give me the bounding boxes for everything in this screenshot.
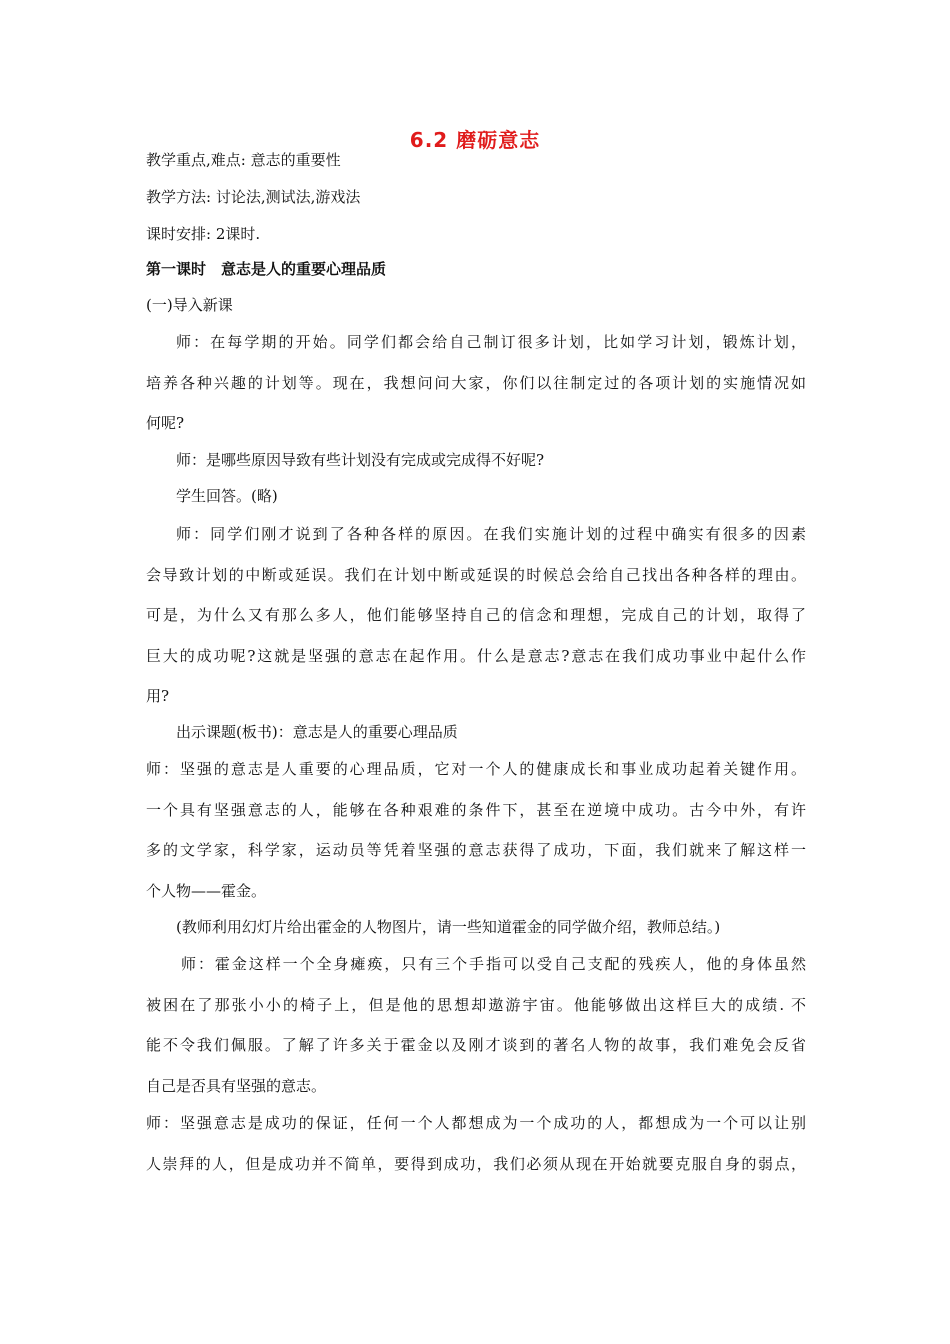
paragraph-line: 出示课题(板书)：意志是人的重要心理品质 bbox=[176, 723, 458, 741]
paragraph-line: (教师利用幻灯片给出霍金的人物图片，请一些知道霍金的同学做介绍，教师总结。) bbox=[176, 918, 721, 936]
paragraph-line: 学生回答。(略) bbox=[176, 487, 278, 505]
paragraph-line: 可是，为什么又有那么多人，他们能够坚持自己的信念和理想，完成自己的计划，取得了 bbox=[146, 606, 806, 624]
paragraph-line: 能不令我们佩服。了解了许多关于霍金以及刚才谈到的著名人物的故事，我们难免会反省 bbox=[146, 1036, 806, 1054]
paragraph-line: 一个具有坚强意志的人，能够在各种艰难的条件下，甚至在逆境中成功。古今中外，有许 bbox=[146, 801, 806, 819]
paragraph-line: 自己是否具有坚强的意志。 bbox=[146, 1077, 327, 1095]
lesson-heading: 第一课时 意志是人的重要心理品质 bbox=[146, 260, 387, 278]
paragraph-line: 师：同学们刚才说到了各种各样的原因。在我们实施计划的过程中确实有很多的因素 bbox=[176, 525, 806, 543]
paragraph-line: 巨大的成功呢?这就是坚强的意志在起作用。什么是意志?意志在我们成功事业中起什么作 bbox=[146, 647, 806, 665]
paragraph-line: 师：是哪些原因导致有些计划没有完成或完成得不好呢? bbox=[176, 451, 545, 469]
paragraph-line: 师：坚强意志是成功的保证，任何一个人都想成为一个成功的人，都想成为一个可以让别 bbox=[146, 1114, 806, 1132]
meta-focus: 教学重点,难点: 意志的重要性 bbox=[146, 151, 341, 169]
paragraph-line: 人崇拜的人，但是成功并不简单，要得到成功，我们必须从现在开始就要克服自身的弱点， bbox=[146, 1155, 806, 1173]
paragraph-line: 师：霍金这样一个全身瘫痪，只有三个手指可以受自己支配的残疾人，他的身体虽然 bbox=[181, 955, 806, 973]
meta-method: 教学方法: 讨论法,测试法,游戏法 bbox=[146, 188, 361, 206]
paragraph-line: 何呢? bbox=[146, 414, 185, 432]
paragraph-line: 被困在了那张小小的椅子上，但是他的思想却遨游宇宙。他能够做出这样巨大的成绩. 不 bbox=[146, 996, 806, 1014]
paragraph-line: 培养各种兴趣的计划等。现在，我想问问大家，你们以往制定过的各项计划的实施情况如 bbox=[146, 374, 806, 392]
meta-schedule: 课时安排: 2课时. bbox=[146, 225, 261, 243]
section-heading: (一)导入新课 bbox=[146, 296, 233, 314]
paragraph-line: 师：在每学期的开始。同学们都会给自己制订很多计划，比如学习计划，锻炼计划， bbox=[176, 333, 806, 351]
paragraph-line: 会导致计划的中断或延误。我们在计划中断或延误的时候总会给自己找出各种各样的理由。 bbox=[146, 566, 806, 584]
paragraph-line: 个人物——霍金。 bbox=[146, 882, 267, 900]
paragraph-line: 师：坚强的意志是人重要的心理品质，它对一个人的健康成长和事业成功起着关键作用。 bbox=[146, 760, 806, 778]
paragraph-line: 用? bbox=[146, 687, 170, 705]
paragraph-line: 多的文学家，科学家，运动员等凭着坚强的意志获得了成功，下面，我们就来了解这样一 bbox=[146, 841, 806, 859]
page-title: 6.2 磨砺意志 bbox=[409, 128, 541, 152]
